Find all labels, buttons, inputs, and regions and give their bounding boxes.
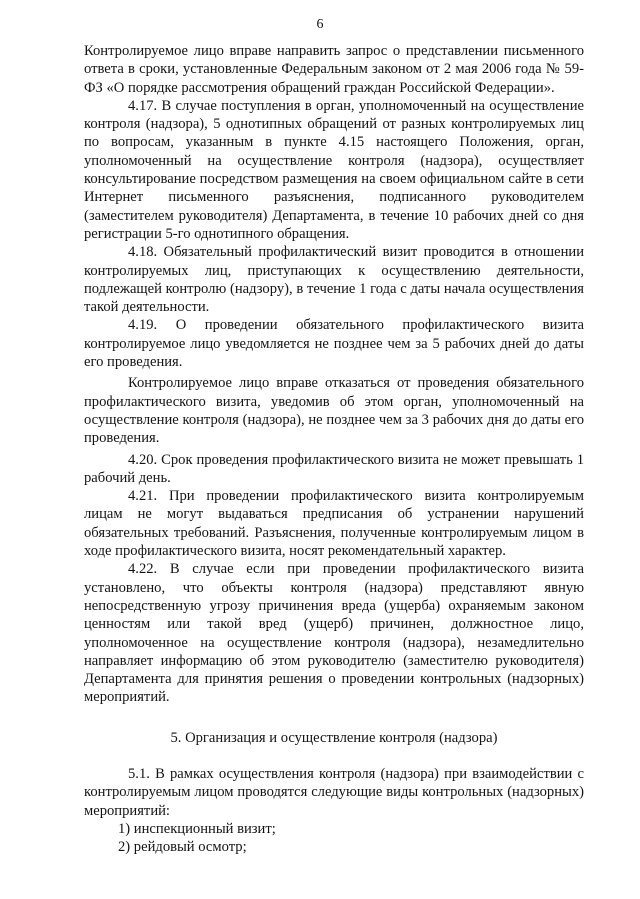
paragraph-refusal: Контролируемое лицо вправе отказаться от проведения обязательного профилактического визита, уведомив об этом орган, уполномоченный на осуществление контроля (надзора), не позднее чем за 3 рабочих дня до даты его проведения. xyxy=(84,375,584,447)
list-item-inspection-visit: 1) инспекционный визит; xyxy=(118,820,276,837)
list-item-raid-inspection: 2) рейдовый осмотр; xyxy=(118,839,247,856)
page-number: 6 xyxy=(316,17,324,32)
paragraph-4-20: 4.20. Срок проведения профилактического визита не может превышать 1 рабочий день. xyxy=(84,451,584,486)
paragraph-4-22: 4.22. В случае если при проведении профилактического визита установлено, что объекты контроля (надзора) представляют явную непосредственную угрозу причинения вреда (ущерба) охраняемым законом ценностям или такой вред (ущерб) причинен, должностное лицо, уполномоченное на осуществление контроля (надзора), незамедлительно направляет информацию об этом руководителю (заместителю руководителя) Департамента для принятия решения о проведении контрольных (надзорных) мероприятий. xyxy=(84,561,584,706)
paragraph-5-1: 5.1. В рамках осуществления контроля (надзора) при взаимодействии с контролируемым лицом проводятся следующие виды контрольных (надзорных) мероприятий: xyxy=(84,765,584,819)
paragraph-request-response: Контролируемое лицо вправе направить запрос о представлении письменного ответа в сроки, установленные Федеральным законом от 2 мая 2006 года № 59-ФЗ «О порядке рассмотрения обращений граждан Российской Федерации». xyxy=(84,43,584,96)
paragraph-4-18: 4.18. Обязательный профилактический визит проводится в отношении контролируемых лиц, приступающих к осуществлению деятельности, подлежащей контролю (надзору), в течение 1 года с даты начала осуществления такой деятельности. xyxy=(84,244,584,316)
paragraph-4-17: 4.17. В случае поступления в орган, уполномоченный на осуществление контроля (надзора), 5 однотипных обращений от разных контролируемых лиц по вопросам, указанным в пункте 4.15 настоящего Положения, орган, уполномоченный на осуществление контроля (надзора), осуществляет консультирование посредством размещения на своем официальном сайте в сети Интернет письменного разъяснения, подписанного руководителем (заместителем руководителя) Департамента, в течение 10 рабочих дней со дня регистрации 5-го однотипного обращения. xyxy=(84,97,584,242)
paragraph-4-19: 4.19. О проведении обязательного профилактического визита контролируемое лицо уведомляется не позднее чем за 5 рабочих дней до даты его проведения. xyxy=(84,317,584,371)
section-title: 5. Организация и осуществление контроля (надзора) xyxy=(170,729,498,746)
paragraph-4-21: 4.21. При проведении профилактического визита контролируемым лицам не могут выдаваться предписания об устранении нарушений обязательных требований. Разъяснения, полученные контролируемым лицом в ходе профилактического визита, носят рекомендательный характер. xyxy=(84,488,584,560)
document-body xyxy=(84,42,584,856)
